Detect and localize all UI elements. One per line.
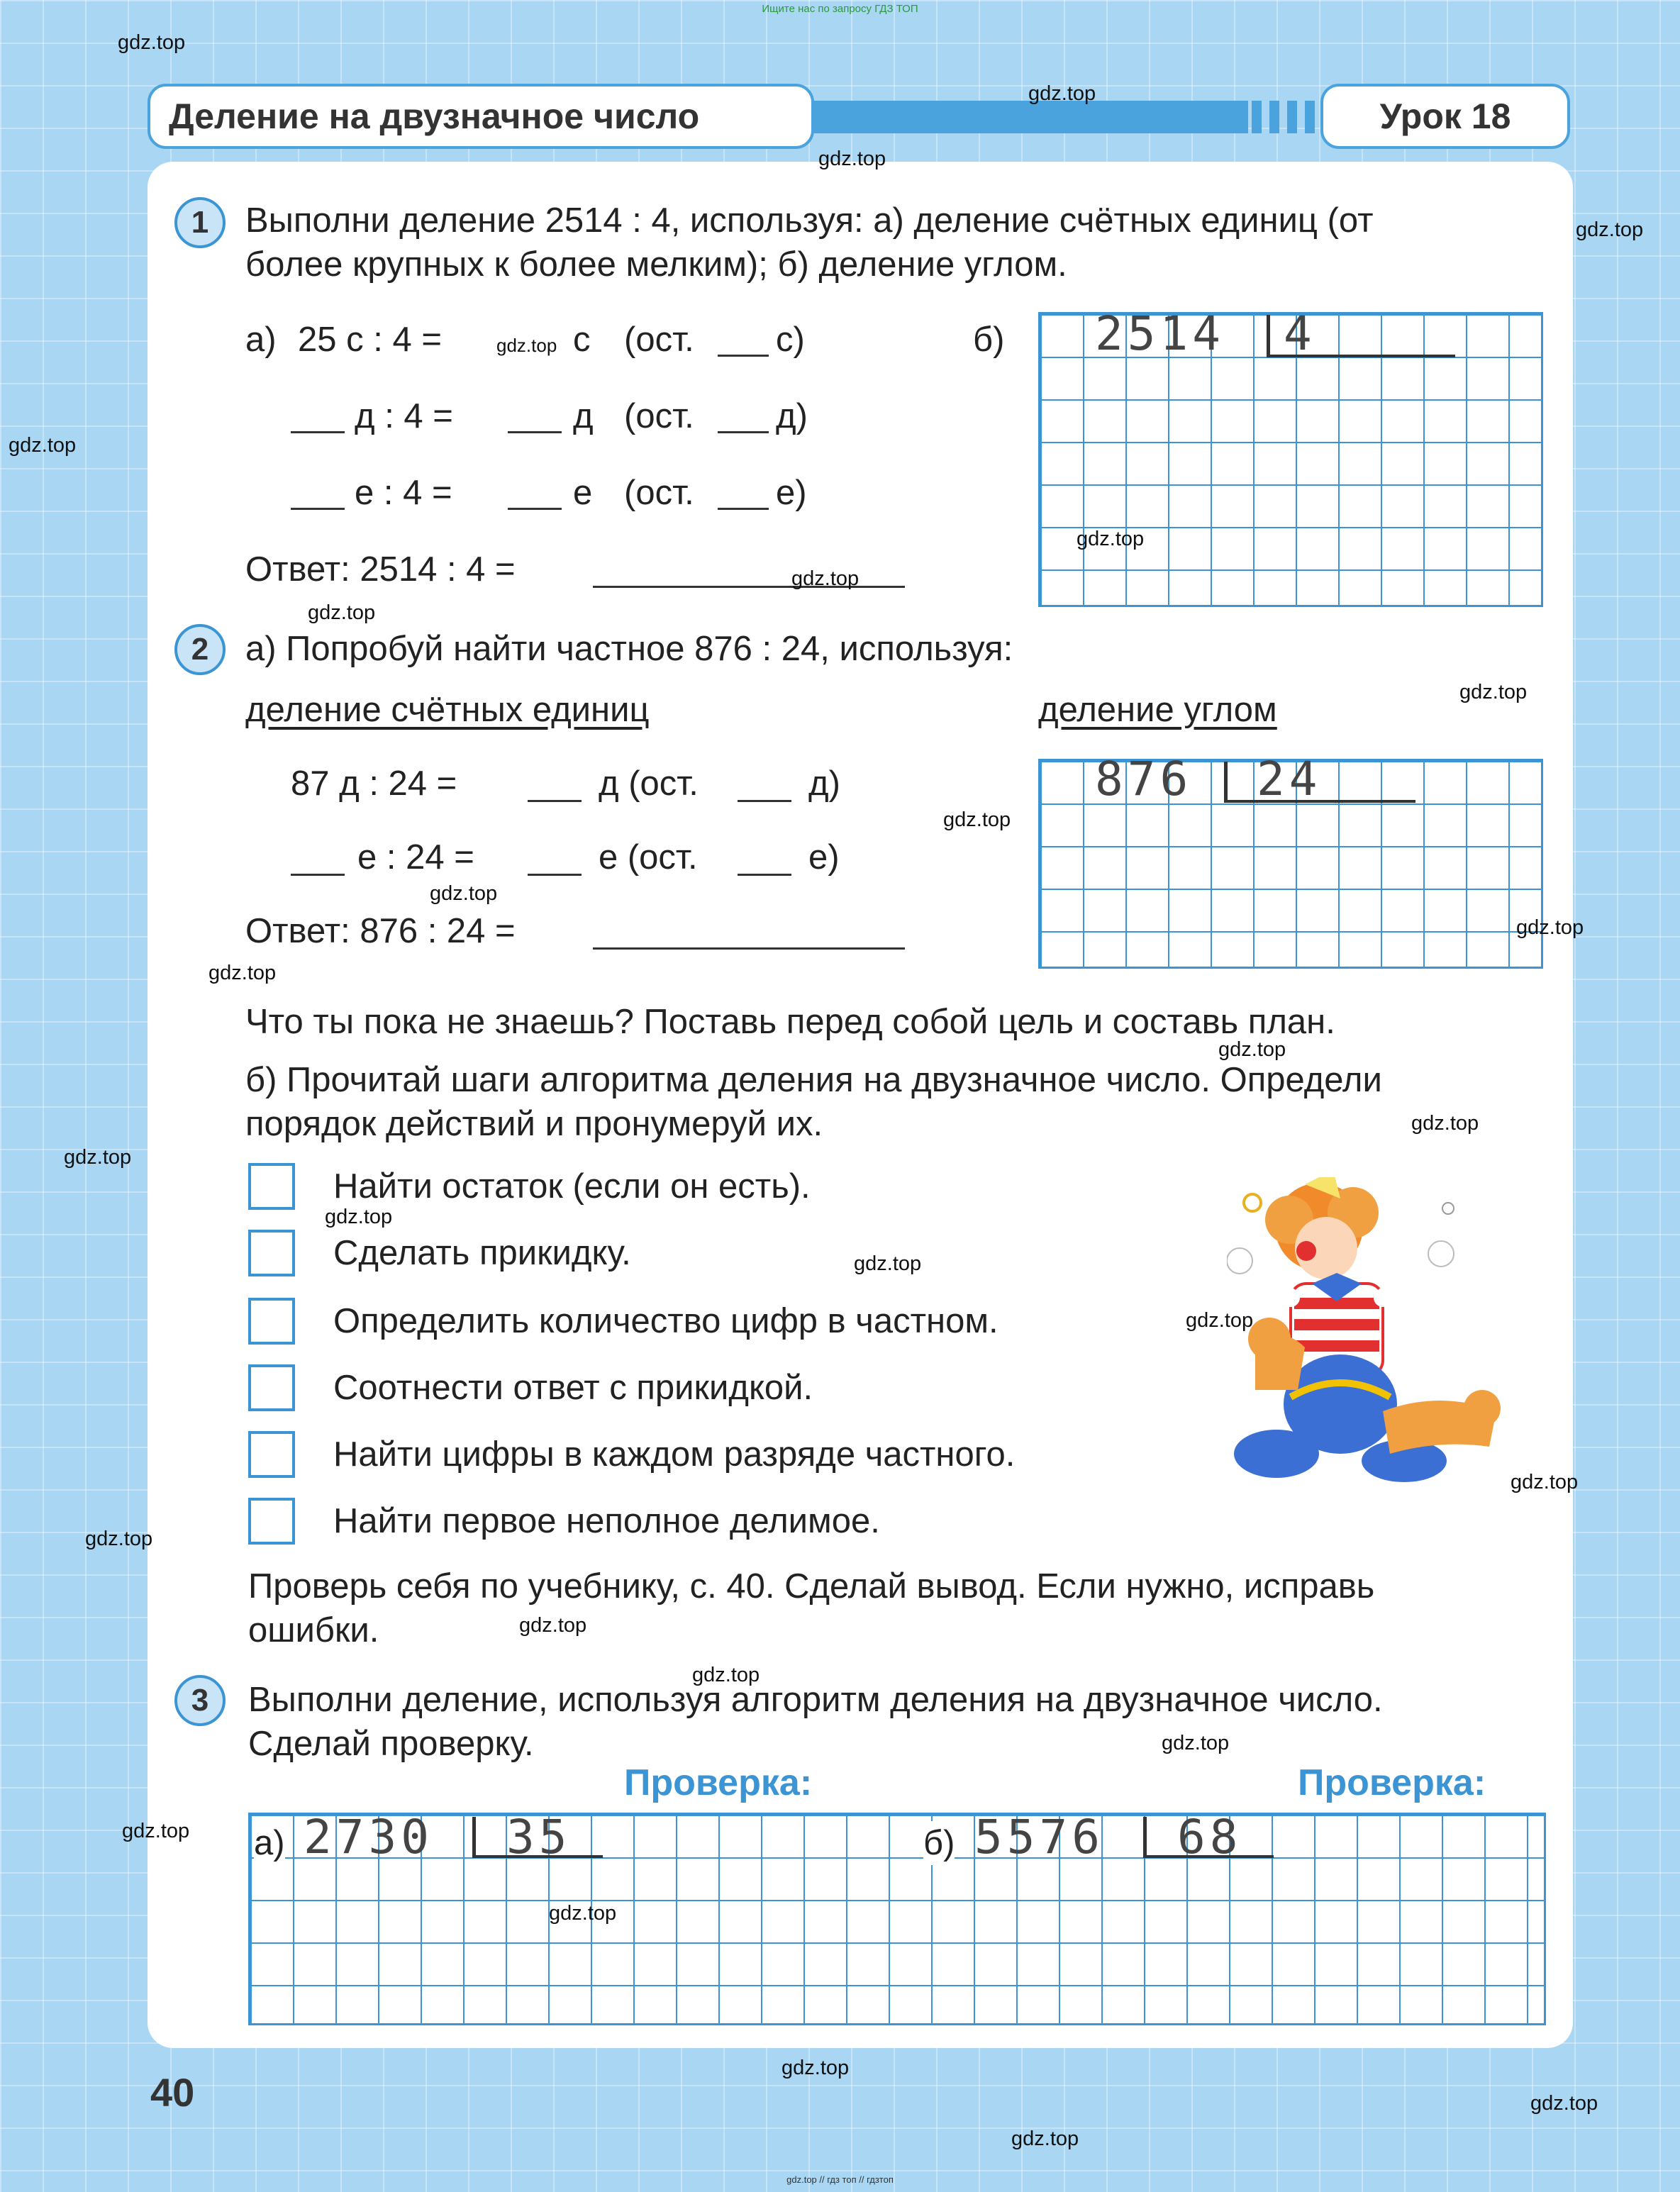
task1-row2-rem-unit: д) (776, 397, 808, 435)
task2-number: 2 (174, 624, 226, 675)
task1-row3-blank[interactable] (291, 508, 345, 510)
task1-row3-rem-blank[interactable] (718, 508, 769, 510)
watermark: gdz.top (9, 434, 77, 457)
task2-row2-result-blank[interactable] (528, 874, 582, 876)
page-number: 40 (150, 2070, 195, 2115)
task3-grid[interactable] (248, 1813, 1546, 2025)
bottom-note: gdz.top // гдз топ // гдзтоп (786, 2174, 894, 2185)
header-stripe-tick (1305, 101, 1315, 133)
watermark: gdz.top (208, 962, 277, 984)
task3-a-corner-vertical (472, 1817, 476, 1858)
task1-answer-label: Ответ: 2514 : 4 = (245, 550, 516, 589)
task3-b-label: б) (923, 1821, 955, 1865)
task2-b-line1: б) Прочитай шаги алгоритма деления на двузначное число. Определи (245, 1061, 1382, 1099)
task2-row2-unit: е (ост. (599, 838, 698, 877)
task2-corner-vertical (1224, 762, 1228, 803)
step-text-5: Найти цифры в каждом разряде частного. (333, 1435, 1016, 1474)
task1-row1-rem-unit: с) (776, 321, 805, 359)
watermark: gdz.top (549, 1902, 617, 1925)
task1-row2-result-blank[interactable] (508, 431, 562, 433)
task3-b-divisor: 68 (1177, 1810, 1242, 1864)
step-checkbox-3[interactable] (248, 1298, 295, 1345)
task3-a-label: а) (254, 1821, 285, 1865)
task1-row3-result-blank[interactable] (508, 508, 562, 510)
watermark: gdz.top (943, 808, 1011, 831)
task1-row1-unit: с (573, 321, 591, 359)
task2-row1-result-blank[interactable] (528, 800, 582, 802)
task1-row2-unit: д (573, 397, 594, 435)
task3-b-dividend: 5576 (974, 1810, 1104, 1864)
watermark: gdz.top (122, 1820, 190, 1842)
task3-a-divisor: 35 (506, 1810, 572, 1864)
task3-line1: Выполни деление, используя алгоритм деления на двузначное число. (248, 1681, 1383, 1719)
watermark: gdz.top (1459, 681, 1528, 703)
watermark: gdz.top (818, 148, 886, 170)
task1-corner-dividend: 2514 (1095, 306, 1225, 361)
task1-row3-left: е : 4 = (355, 474, 452, 512)
task2-left-heading: деление счётных единиц (245, 691, 650, 729)
check-label-left: Проверка: (624, 1762, 813, 1803)
task2-row1-rem-unit: д) (808, 764, 840, 803)
clown-illustration (1227, 1177, 1525, 1489)
watermark: gdz.top (1162, 1732, 1230, 1754)
watermark: gdz.top (1411, 1112, 1479, 1135)
watermark: gdz.top (1077, 528, 1145, 550)
task2-check-line2: ошибки. (248, 1611, 379, 1649)
task2-right-heading: деление углом (1038, 691, 1277, 729)
watermark: gdz.top (791, 567, 860, 590)
watermark: gdz.top (854, 1252, 922, 1275)
task2-answer-line[interactable] (593, 947, 905, 950)
task2-check-line1: Проверь себя по учебнику, с. 40. Сделай вывод. Если нужно, исправь (248, 1567, 1375, 1606)
task1-b-label: б) (973, 321, 1005, 359)
task3-number: 3 (174, 1675, 226, 1726)
watermark: gdz.top (64, 1146, 132, 1169)
watermark: gdz.top (1218, 1038, 1286, 1061)
task2-row1-left: 87 д : 24 = (291, 764, 457, 803)
step-text-6: Найти первое неполное делимое. (333, 1502, 880, 1540)
step-checkbox-6[interactable] (248, 1498, 295, 1545)
task2-goal: Что ты пока не знаешь? Поставь перед собой цель и составь план. (245, 1003, 1335, 1041)
step-checkbox-5[interactable] (248, 1431, 295, 1478)
header-stripe-tick (1252, 101, 1262, 133)
check-label-right: Проверка: (1298, 1762, 1486, 1803)
watermark: gdz.top (308, 601, 376, 624)
watermark: gdz.top (1186, 1309, 1254, 1332)
task2-intro: а) Попробуй найти частное 876 : 24, используя: (245, 630, 1013, 668)
watermark: gdz.top (118, 31, 186, 54)
watermark: gdz.top (1530, 2092, 1598, 2115)
watermark: gdz.top (519, 1614, 587, 1637)
page-title: Деление на двузначное число (148, 84, 814, 149)
task1-row2-rem-blank[interactable] (718, 431, 769, 433)
task1-row3-rem-unit: е) (776, 474, 807, 512)
task1-corner-divisor: 4 (1284, 306, 1316, 361)
task1-row2-blank[interactable] (291, 431, 345, 433)
watermark: gdz.top (325, 1206, 393, 1228)
task1-row3-rem: (ост. (624, 474, 694, 512)
lesson-badge: Урок 18 (1320, 84, 1570, 149)
task2-row2-rem-unit: е) (808, 838, 840, 877)
watermark: gdz.top (1028, 82, 1096, 105)
step-text-3: Определить количество цифр в частном. (333, 1302, 998, 1340)
top-note: Ищите нас по запросу ГДЗ ТОП (762, 3, 918, 15)
task3-b-corner-vertical (1143, 1817, 1147, 1858)
header-stripe-tick (1269, 101, 1279, 133)
task1-corner-vertical (1267, 315, 1270, 357)
watermark: gdz.top (1511, 1471, 1579, 1493)
watermark: gdz.top (1516, 916, 1584, 939)
task2-row1-rem-blank[interactable] (738, 800, 791, 802)
task1-row2-rem: (ост. (624, 397, 694, 435)
header-stripe-tick (1287, 101, 1297, 133)
watermark: gdz.top (85, 1528, 153, 1550)
step-text-1: Найти остаток (если он есть). (333, 1167, 811, 1206)
task1-text-line1: Выполни деление 2514 : 4, используя: а) деление счётных единиц (от (245, 201, 1374, 240)
step-checkbox-1[interactable] (248, 1163, 295, 1210)
watermark: gdz.top (1011, 2127, 1079, 2150)
task3-line2: Сделай проверку. (248, 1725, 534, 1763)
task1-row1-rem-blank[interactable] (718, 355, 769, 357)
task2-b-line2: порядок действий и пронумеруй их. (245, 1105, 823, 1143)
watermark: gdz.top (496, 335, 557, 356)
watermark: gdz.top (1576, 218, 1644, 241)
step-text-2: Сделать прикидку. (333, 1234, 631, 1272)
step-checkbox-4[interactable] (248, 1364, 295, 1411)
task1-number: 1 (174, 197, 226, 248)
step-text-4: Соотнести ответ с прикидкой. (333, 1369, 813, 1407)
task2-corner-dividend: 876 (1095, 752, 1193, 806)
task1-row1-rem: (ост. (624, 321, 694, 359)
watermark: gdz.top (430, 882, 498, 905)
watermark: gdz.top (781, 2057, 850, 2079)
watermark: gdz.top (692, 1664, 760, 1686)
task1-a-label: а) (245, 321, 277, 359)
task3-a-dividend: 2730 (304, 1810, 433, 1864)
task2-row2-left: е : 24 = (357, 838, 474, 877)
task2-row1-unit: д (ост. (599, 764, 699, 803)
task1-text-line2: более крупных к более мелким); б) деление углом. (245, 245, 1067, 284)
step-checkbox-2[interactable] (248, 1230, 295, 1276)
task1-row2-left: д : 4 = (355, 397, 453, 435)
task2-answer-label: Ответ: 876 : 24 = (245, 912, 516, 950)
task1-row3-unit: е (573, 474, 593, 512)
task2-row2-rem-blank[interactable] (738, 874, 791, 876)
task2-row2-blank[interactable] (291, 874, 345, 876)
task1-row1-left: 25 с : 4 = (298, 321, 442, 359)
task2-corner-divisor: 24 (1257, 752, 1322, 806)
